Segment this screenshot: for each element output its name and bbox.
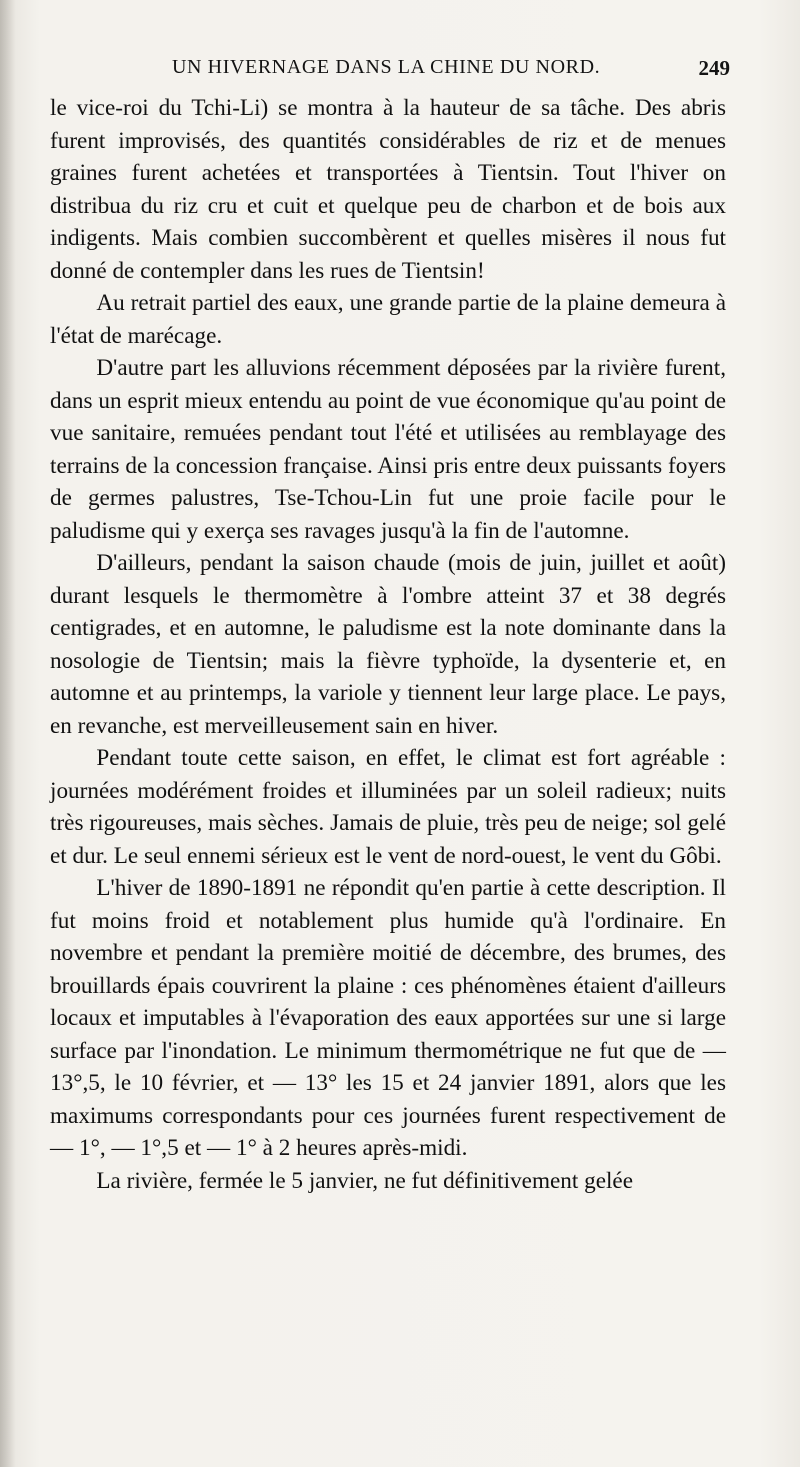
paragraph: D'autre part les alluvions récemment déposées par la rivière furent, dans un esprit mieux entendu au point de vue économique qu'au point de vue sanitaire, remuées pendant tout l'été et utilisées au remblayage des terrains de la concession française. Ainsi pris entre deux puissants foyers de germes palustres, Tse-Tchou-Lin fut une proie facile pour le paludisme qui y exerça ses ravages jusqu'à la fin de l'automne. xyxy=(50,355,726,544)
paragraph: D'ailleurs, pendant la saison chaude (mois de juin, juillet et août) durant lesquels le thermomètre à l'ombre atteint 37 et 38 degrés centigrades, et en automne, le paludisme est la note dominante dans la nosologie de Tientsin; mais la fièvre typhoïde, la dysenterie et, en automne et au printemps, la variole y tiennent leur large place. Le pays, en revanche, est merveilleusement sain en hiver. xyxy=(50,550,726,739)
paragraph: La rivière, fermée le 5 janvier, ne fut définitivement gelée xyxy=(96,1167,634,1194)
paragraph: le vice-roi du Tchi-Li) se montra à la hauteur de sa tâche. Des abris furent improvisés, des quantités considérables de riz et de menues graines furent achetées et transportées à Tientsin. Tout l'hiver on distribua du riz cru et cuit et quelque peu de charbon et de bois aux indigents. Mais combien succombèrent et quelles misères il nous fut donné de contempler dans les rues de Tientsin! xyxy=(50,95,726,284)
page-number: 249 xyxy=(698,56,730,80)
running-header xyxy=(50,56,730,90)
running-title: UN HIVERNAGE DANS LA CHINE DU NORD. xyxy=(172,56,601,78)
paragraph: Au retrait partiel des eaux, une grande partie de la plaine demeura à l'état de marécage. xyxy=(50,290,726,349)
binding-shadow xyxy=(0,0,16,1467)
body-text xyxy=(50,92,726,1197)
paragraph: Pendant toute cette saison, en effet, le climat est fort agréable : journées modérément froides et illuminées par un soleil radieux; nuits très rigoureuses, mais sèches. Jamais de pluie, très peu de neige; sol gelé et dur. Le seul ennemi sérieux est le vent de nord-ouest, le vent du Gôbi. xyxy=(50,745,726,869)
paragraph: L'hiver de 1890-1891 ne répondit qu'en partie à cette description. Il fut moins froid et notablement plus humide qu'à l'ordinaire. En novembre et pendant la première moitié de décembre, des brumes, des brouillards épais couvrirent la plaine : ces phénomènes étaient d'ailleurs locaux et imputables à l'évaporation des eaux apportées sur une si large surface par l'inondation. Le minimum thermométrique ne fut que de — 13°,5, le 10 février, et — 13° les 15 et 24 janvier 1891, alors que les maximums correspondants pour ces journées furent respectivement de — 1°, — 1°,5 et — 1° à 2 heures après-midi. xyxy=(50,875,726,1161)
